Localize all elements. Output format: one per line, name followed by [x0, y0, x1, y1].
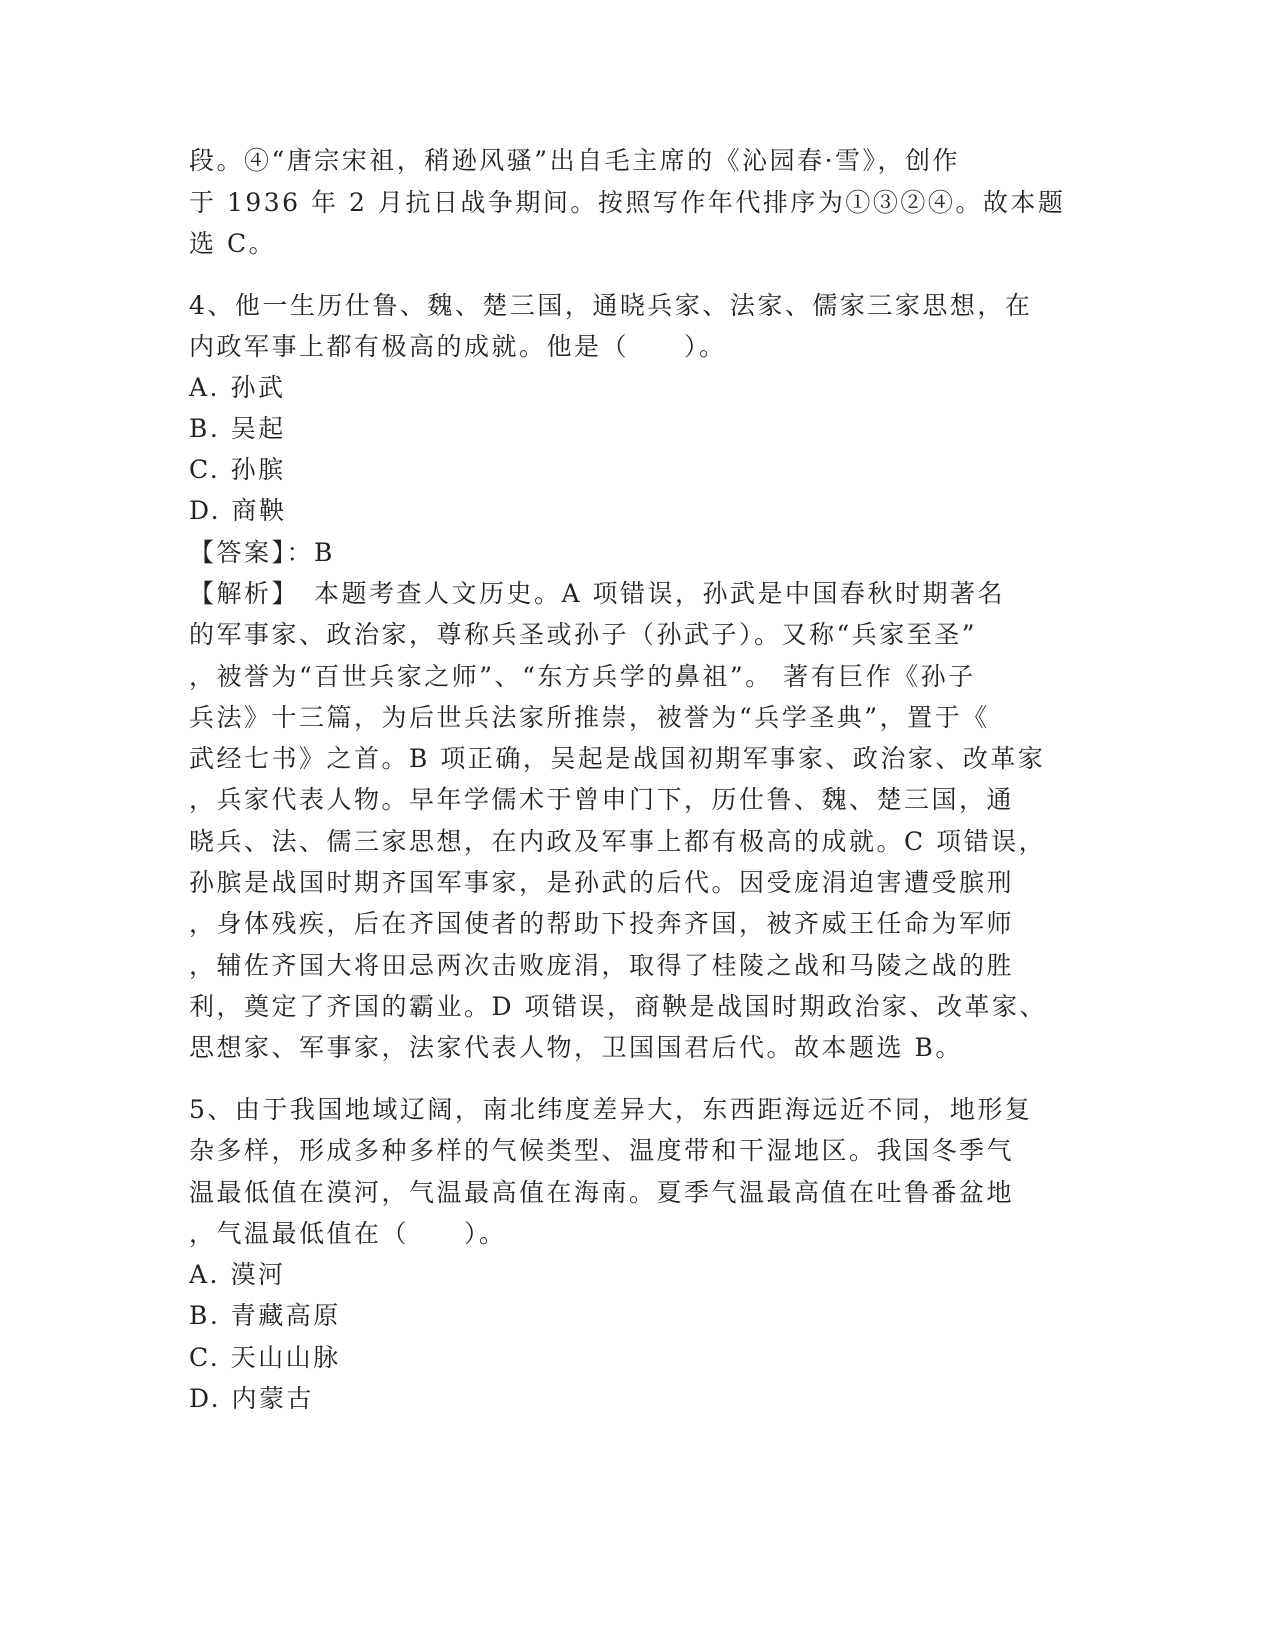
q4-analysis-line-6: ，兵家代表人物。早年学儒术于曾申门下，历仕鲁、魏、楚三国，通 [189, 785, 1015, 814]
q4-stem-line-2: 内政军事上都有极高的成就。他是（ ）。 [189, 332, 727, 361]
q4-stem-line-1: 4、他一生历仕鲁、魏、楚三国，通晓兵家、法家、儒家三家思想，在 [189, 291, 1033, 320]
q5-option-c: C. 天山山脉 [189, 1343, 341, 1372]
q5-option-a: A. 漠河 [189, 1260, 286, 1289]
q4-analysis-line-1: 【解析】 本题考查人文历史。A 项错误，孙武是中国春秋时期著名 [189, 579, 1006, 608]
q4-analysis-line-4: 兵法》十三篇，为后世兵法家所推崇，被誉为“兵学圣典”，置于《 [189, 703, 990, 732]
q4-analysis-line-11: 利，奠定了齐国的霸业。D 项错误，商鞅是战国时期政治家、改革家、 [189, 992, 1047, 1021]
q4-analysis-line-3: ，被誉为“百世兵家之师”、“东方兵学的鼻祖”。 著有巨作《孙子 [189, 662, 976, 691]
q5-stem-line-4: ，气温最低值在（ ）。 [189, 1219, 507, 1248]
prev-explanation-line-3: 选 C。 [189, 229, 277, 258]
prev-explanation-line-2: 于 1936 年 2 月抗日战争期间。按照写作年代排序为①③②④。故本题 [189, 188, 1066, 217]
q4-option-a: A. 孙武 [189, 373, 286, 402]
q4-analysis-line-2: 的军事家、政治家，尊称兵圣或孙子（孙武子）。又称“兵家至圣” [189, 620, 978, 649]
q5-option-d: D. 内蒙古 [189, 1384, 315, 1413]
q4-analysis-line-10: ，辅佐齐国大将田忌两次击败庞涓，取得了桂陵之战和马陵之战的胜 [189, 951, 1015, 980]
q5-stem-line-3: 温最低值在漠河，气温最高值在海南。夏季气温最高值在吐鲁番盆地 [189, 1178, 1015, 1207]
q4-analysis-line-5: 武经七书》之首。B 项正确，吴起是战国初期军事家、政治家、改革家 [189, 744, 1046, 773]
q4-option-d: D. 商鞅 [189, 496, 287, 525]
q4-option-b: B. 吴起 [189, 414, 286, 443]
prev-explanation-line-1: 段。④“唐宗宋祖，稍逊风骚”出自毛主席的《沁园春·雪》，创作 [189, 146, 961, 175]
q5-option-b: B. 青藏高原 [189, 1301, 341, 1330]
q4-analysis-line-9: ，身体残疾，后在齐国使者的帮助下投奔齐国，被齐威王任命为军师 [189, 909, 1015, 938]
q4-answer: 【答案】：B [189, 538, 335, 567]
q5-stem-line-1: 5、由于我国地域辽阔，南北纬度差异大，东西距海远近不同，地形复 [189, 1095, 1033, 1124]
q5-stem-line-2: 杂多样，形成多种多样的气候类型、温度带和干湿地区。我国冬季气 [189, 1136, 1015, 1165]
q4-analysis-line-8: 孙膑是战国时期齐国军事家，是孙武的后代。因受庞涓迫害遭受膑刑 [189, 868, 1015, 897]
q4-analysis-line-7: 晓兵、法、儒三家思想，在内政及军事上都有极高的成就。C 项错误， [189, 827, 1047, 856]
q4-option-c: C. 孙膑 [189, 455, 286, 484]
q4-analysis-line-12: 思想家、军事家，法家代表人物，卫国国君后代。故本题选 B。 [189, 1033, 963, 1062]
